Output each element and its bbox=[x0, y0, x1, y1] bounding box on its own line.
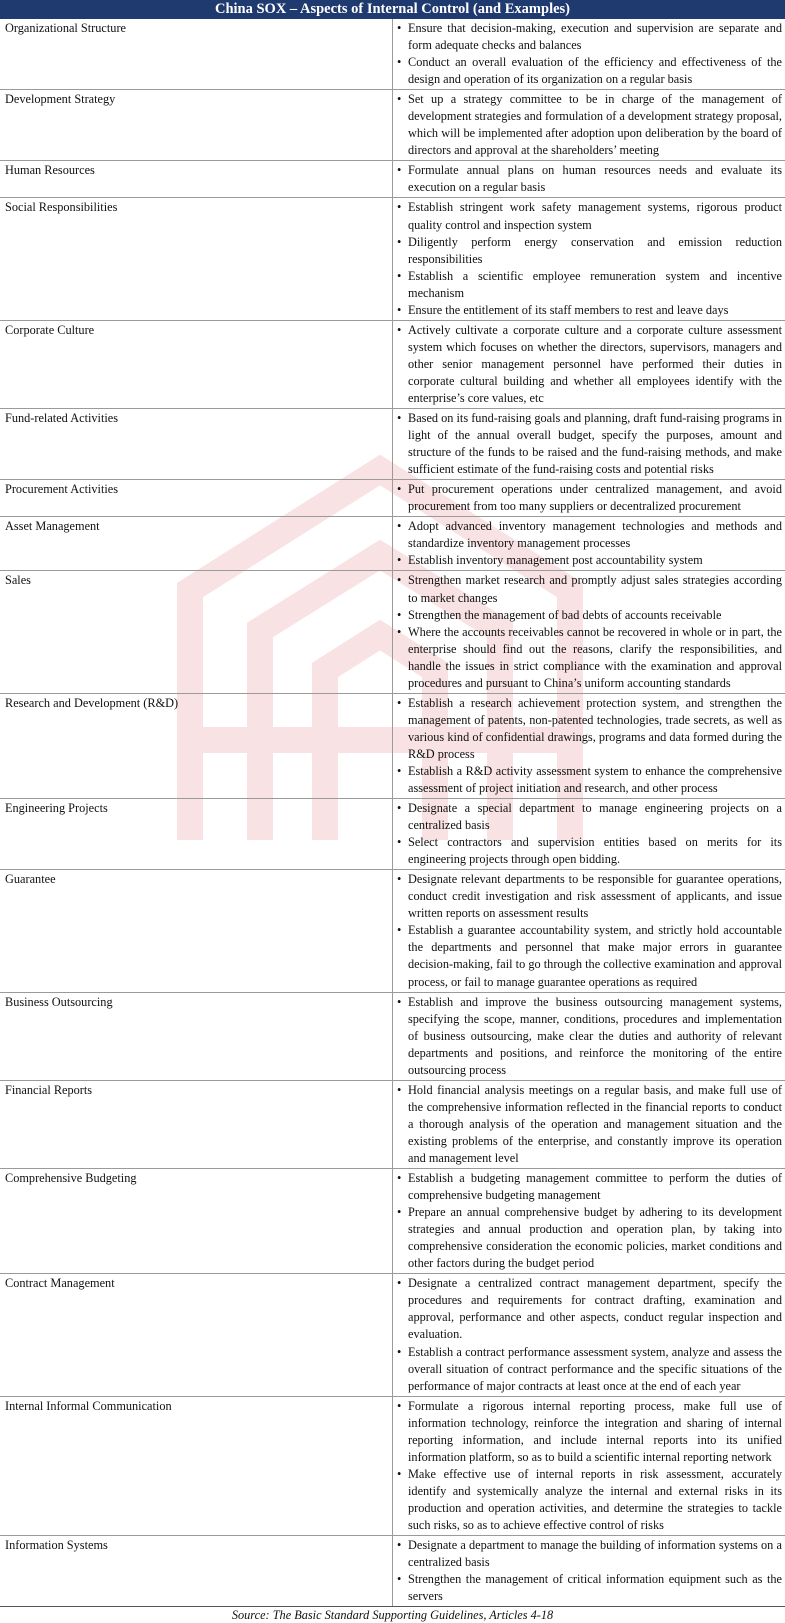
table-row bbox=[0, 693, 785, 798]
category-cell: Information Systems bbox=[0, 1536, 393, 1607]
examples-list bbox=[397, 1170, 782, 1272]
source-note: Source: The Basic Standard Supporting Guidelines, Articles 4-18 bbox=[0, 1608, 785, 1623]
examples-list bbox=[397, 1082, 782, 1167]
example-item: • Ensure that decision-making, execution and supervision are separate and form adequate checks and balances bbox=[397, 20, 782, 54]
example-item: • Diligently perform energy conservation and emission reduction responsibilities bbox=[397, 234, 782, 268]
examples-cell bbox=[393, 1169, 785, 1274]
example-item: • Establish a guarantee accountability system, and strictly hold accountable the departments and personnel that make major errors in guarantee decision-making, fail to go through the collective examination and approval process, or fail to manage guarantee operations as required bbox=[397, 922, 782, 990]
category-cell: Asset Management bbox=[0, 517, 393, 571]
category-cell: Engineering Projects bbox=[0, 799, 393, 870]
examples-list bbox=[397, 1398, 782, 1534]
example-item: • Establish a budgeting management committee to perform the duties of comprehensive budgeting management bbox=[397, 1170, 782, 1204]
examples-cell bbox=[393, 90, 785, 161]
table-row bbox=[0, 517, 785, 571]
table-row bbox=[0, 799, 785, 870]
example-item: • Formulate annual plans on human resources needs and evaluate its execution on a regular basis bbox=[397, 162, 782, 196]
examples-list bbox=[397, 199, 782, 318]
example-item: • Where the accounts receivables cannot be recovered in whole or in part, the enterprise should find out the reasons, clarify the responsibilities, and handle the issues in strict compliance with the examination and approval procedures and pursuant to China’s uniform accounting standards bbox=[397, 624, 782, 692]
examples-cell bbox=[393, 19, 785, 90]
table-row bbox=[0, 198, 785, 320]
category-cell: Sales bbox=[0, 571, 393, 693]
example-item: • Ensure the entitlement of its staff members to rest and leave days bbox=[397, 302, 782, 319]
example-item: • Adopt advanced inventory management technologies and methods and standardize inventory management processes bbox=[397, 518, 782, 552]
table-title: China SOX – Aspects of Internal Control (and Examples) bbox=[0, 0, 785, 19]
table-row bbox=[0, 19, 785, 90]
example-item: • Select contractors and supervision entities based on merits for its engineering projects through open bidding. bbox=[397, 834, 782, 868]
category-cell: Guarantee bbox=[0, 870, 393, 992]
category-cell: Comprehensive Budgeting bbox=[0, 1169, 393, 1274]
example-item: • Set up a strategy committee to be in charge of the management of development strategies and formulation of a development strategy proposal, which will be implemented after adoption upon deliberation by the board of directors and approval at the shareholders’ meeting bbox=[397, 91, 782, 159]
example-item: • Establish a scientific employee remuneration system and incentive mechanism bbox=[397, 268, 782, 302]
table-row bbox=[0, 409, 785, 480]
category-cell: Fund-related Activities bbox=[0, 409, 393, 480]
examples-cell bbox=[393, 517, 785, 571]
examples-cell bbox=[393, 1536, 785, 1607]
examples-cell bbox=[393, 571, 785, 693]
example-item: • Strengthen market research and promptly adjust sales strategies according to market changes bbox=[397, 572, 782, 606]
examples-list bbox=[397, 20, 782, 88]
example-item: • Designate a special department to manage engineering projects on a centralized basis bbox=[397, 800, 782, 834]
example-item: • Strengthen the management of critical information equipment such as the servers bbox=[397, 1571, 782, 1605]
example-item: • Designate relevant departments to be responsible for guarantee operations, conduct credit investigation and risk assessment of applicants, and issue written reports on assessment results bbox=[397, 871, 782, 922]
example-item: • Establish a research achievement protection system, and strengthen the management of patents, non-patented technologies, trade secrets, as well as various kind of confidential drawings, programs and data formed during the R&D process bbox=[397, 695, 782, 763]
examples-cell bbox=[393, 1274, 785, 1396]
examples-cell bbox=[393, 870, 785, 992]
table-row bbox=[0, 320, 785, 408]
examples-list bbox=[397, 1275, 782, 1394]
example-item: • Conduct an overall evaluation of the efficiency and effectiveness of the design and operation of its organization on a regular basis bbox=[397, 54, 782, 88]
table-row bbox=[0, 161, 785, 198]
example-item: • Establish a contract performance assessment system, analyze and assess the overall situation of contract performance and the specific situations of the performance of major contracts at least once at the end of each year bbox=[397, 1344, 782, 1395]
category-cell: Procurement Activities bbox=[0, 480, 393, 517]
table-row bbox=[0, 992, 785, 1080]
category-cell: Human Resources bbox=[0, 161, 393, 198]
example-item: • Formulate a rigorous internal reporting process, make full use of information technology, reinforce the integration and sharing of internal reporting information, and include internal reports into its unified information platform, so as to build a scientific internal reporting network bbox=[397, 1398, 782, 1466]
examples-cell bbox=[393, 198, 785, 320]
table-row bbox=[0, 571, 785, 693]
example-item: • Hold financial analysis meetings on a regular basis, and make full use of the comprehensive information reflected in the financial reports to conduct a thorough analysis of the operation and management situation and the existing problems of the enterprise, and constantly improve its operation and management level bbox=[397, 1082, 782, 1167]
category-cell: Internal Informal Communication bbox=[0, 1396, 393, 1535]
examples-list bbox=[397, 695, 782, 797]
example-item: • Prepare an annual comprehensive budget by adhering to its development strategies and annual production and operation plan, by taking into comprehensive consideration the economic policies, market conditions and other factors during the budget period bbox=[397, 1204, 782, 1272]
examples-list bbox=[397, 481, 782, 515]
example-item: • Strengthen the management of bad debts of accounts receivable bbox=[397, 607, 782, 624]
examples-cell bbox=[393, 1080, 785, 1168]
examples-list bbox=[397, 800, 782, 868]
examples-cell bbox=[393, 799, 785, 870]
example-item: • Designate a centralized contract management department, specify the procedures and requirements for contract drafting, examination and approval, performance and other aspects, conduct regular inspection and evaluation. bbox=[397, 1275, 782, 1343]
category-cell: Social Responsibilities bbox=[0, 198, 393, 320]
examples-list bbox=[397, 518, 782, 569]
category-cell: Financial Reports bbox=[0, 1080, 393, 1168]
category-cell: Organizational Structure bbox=[0, 19, 393, 90]
examples-list bbox=[397, 572, 782, 691]
examples-list bbox=[397, 994, 782, 1079]
examples-cell bbox=[393, 480, 785, 517]
examples-cell bbox=[393, 409, 785, 480]
category-cell: Development Strategy bbox=[0, 90, 393, 161]
examples-cell bbox=[393, 693, 785, 798]
category-cell: Research and Development (R&D) bbox=[0, 693, 393, 798]
example-item: • Establish stringent work safety management systems, rigorous product quality control and inspection system bbox=[397, 199, 782, 233]
example-item: • Designate a department to manage the building of information systems on a centralized basis bbox=[397, 1537, 782, 1571]
examples-list bbox=[397, 162, 782, 196]
category-cell: Corporate Culture bbox=[0, 320, 393, 408]
examples-list bbox=[397, 91, 782, 159]
example-item: • Establish a R&D activity assessment system to enhance the comprehensive assessment of project initiation and research, and other process bbox=[397, 763, 782, 797]
examples-cell bbox=[393, 992, 785, 1080]
table-row bbox=[0, 1274, 785, 1396]
category-cell: Business Outsourcing bbox=[0, 992, 393, 1080]
table-row bbox=[0, 1536, 785, 1607]
table-row bbox=[0, 870, 785, 992]
example-item: • Make effective use of internal reports in risk assessment, accurately identify and systemically analyze the internal and external risks in its production and operation activities, and determine the strategies to tackle such risks, so as to achieve effective control of risks bbox=[397, 1466, 782, 1534]
table-row bbox=[0, 90, 785, 161]
example-item: • Based on its fund-raising goals and planning, draft fund-raising programs in light of the annual overall budget, specify the purposes, amount and structure of the funds to be raised and the fund-raising methods, and make sufficient estimate of the fund-raising costs and potential risks bbox=[397, 410, 782, 478]
examples-list bbox=[397, 410, 782, 478]
category-cell: Contract Management bbox=[0, 1274, 393, 1396]
example-item: • Actively cultivate a corporate culture and a corporate culture assessment system which focuses on whether the directors, supervisors, managers and other senior management personnel have performed their duties in corporate cultural building and whether all employees identify with the enterprise’s core values, etc bbox=[397, 322, 782, 407]
table-body bbox=[0, 19, 785, 1607]
examples-list bbox=[397, 871, 782, 990]
examples-list bbox=[397, 1537, 782, 1605]
examples-cell bbox=[393, 320, 785, 408]
example-item: • Put procurement operations under centralized management, and avoid procurement from too many suppliers or decentralized procurement bbox=[397, 481, 782, 515]
table-row bbox=[0, 1396, 785, 1535]
examples-cell bbox=[393, 1396, 785, 1535]
example-item: • Establish inventory management post accountability system bbox=[397, 552, 782, 569]
table-row bbox=[0, 1169, 785, 1274]
example-item: • Establish and improve the business outsourcing management systems, specifying the scope, manner, conditions, procedures and implementation of business outsourcing, make clear the duties and authority of relevant departments and positions, and reinforce the monitoring of the entire outsourcing process bbox=[397, 994, 782, 1079]
examples-list bbox=[397, 322, 782, 407]
examples-cell bbox=[393, 161, 785, 198]
table-row bbox=[0, 1080, 785, 1168]
table-row bbox=[0, 480, 785, 517]
